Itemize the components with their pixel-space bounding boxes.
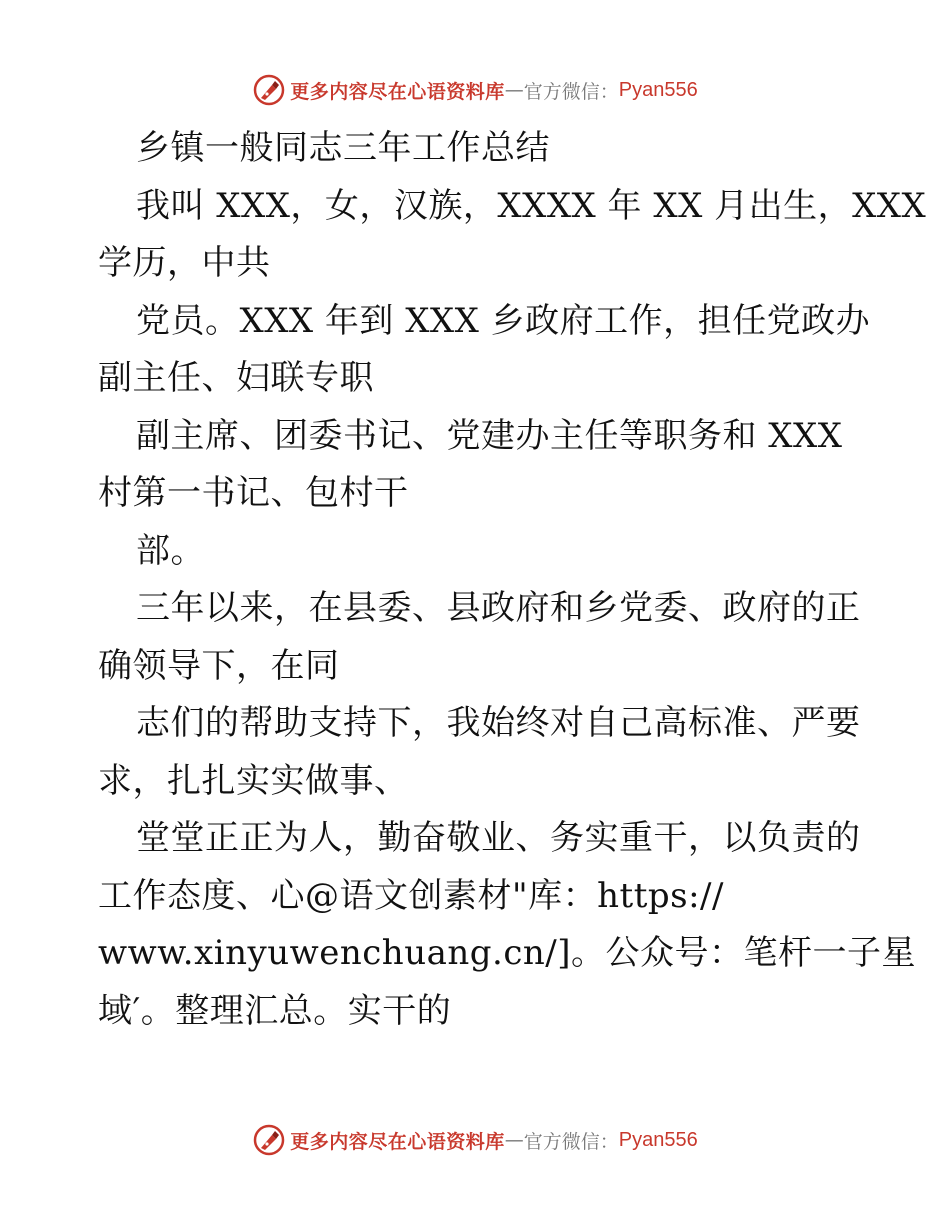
body-line: 三年以来，在县委、县政府和乡党委、政府的正 xyxy=(136,588,861,628)
header-watermark-banner xyxy=(0,70,950,110)
body-line: 学历，中共 xyxy=(98,243,271,283)
body-line: 村第一书记、包村干 xyxy=(98,473,409,513)
watermark-dash: — xyxy=(504,79,524,101)
body-line: www.xinyuwenchuang.cn/]。公众号：笔杆一子星 xyxy=(98,933,916,973)
pen-nib-logo-icon xyxy=(252,1123,286,1157)
body-line: 堂堂正正为人，勤奋敬业、务实重干，以负责的 xyxy=(136,818,861,858)
body-line: 域′。整理汇总。实干的 xyxy=(98,990,452,1031)
watermark-sub-text: 官方微信： xyxy=(523,1130,619,1153)
body-line: 工作态度、心@语文创素材"库：https:// xyxy=(98,875,724,916)
body-line: 求，扎扎实实做事、 xyxy=(98,760,409,801)
body-line: 部。 xyxy=(136,530,205,571)
watermark-main-text: 更多内容尽在心语资料库 xyxy=(290,1130,505,1153)
body-line: 我叫 XXX，女，汉族，XXXX 年 XX 月出生，XXX xyxy=(136,185,927,226)
watermark-wechat-id: Pyan556 xyxy=(618,1128,698,1151)
document-title: 乡镇一般同志三年工作总结 xyxy=(136,128,550,168)
document-body xyxy=(98,120,927,1040)
watermark-dash: — xyxy=(504,1129,524,1151)
watermark-wechat-id: Pyan556 xyxy=(618,78,698,101)
footer-watermark-banner xyxy=(0,1120,950,1160)
body-line: 志们的帮助支持下，我始终对自己高标准、严要 xyxy=(136,703,861,743)
watermark-sub-text: 官方微信： xyxy=(523,80,619,103)
watermark-main-text: 更多内容尽在心语资料库 xyxy=(290,80,505,103)
body-line: 副主席、团委书记、党建办主任等职务和 XXX xyxy=(136,415,843,456)
pen-nib-logo-icon xyxy=(252,73,286,107)
body-line: 确领导下，在同 xyxy=(98,645,340,686)
body-line: 党员。XXX 年到 XXX 乡政府工作，担任党政办 xyxy=(136,300,871,341)
body-line: 副主任、妇联专职 xyxy=(98,358,374,398)
